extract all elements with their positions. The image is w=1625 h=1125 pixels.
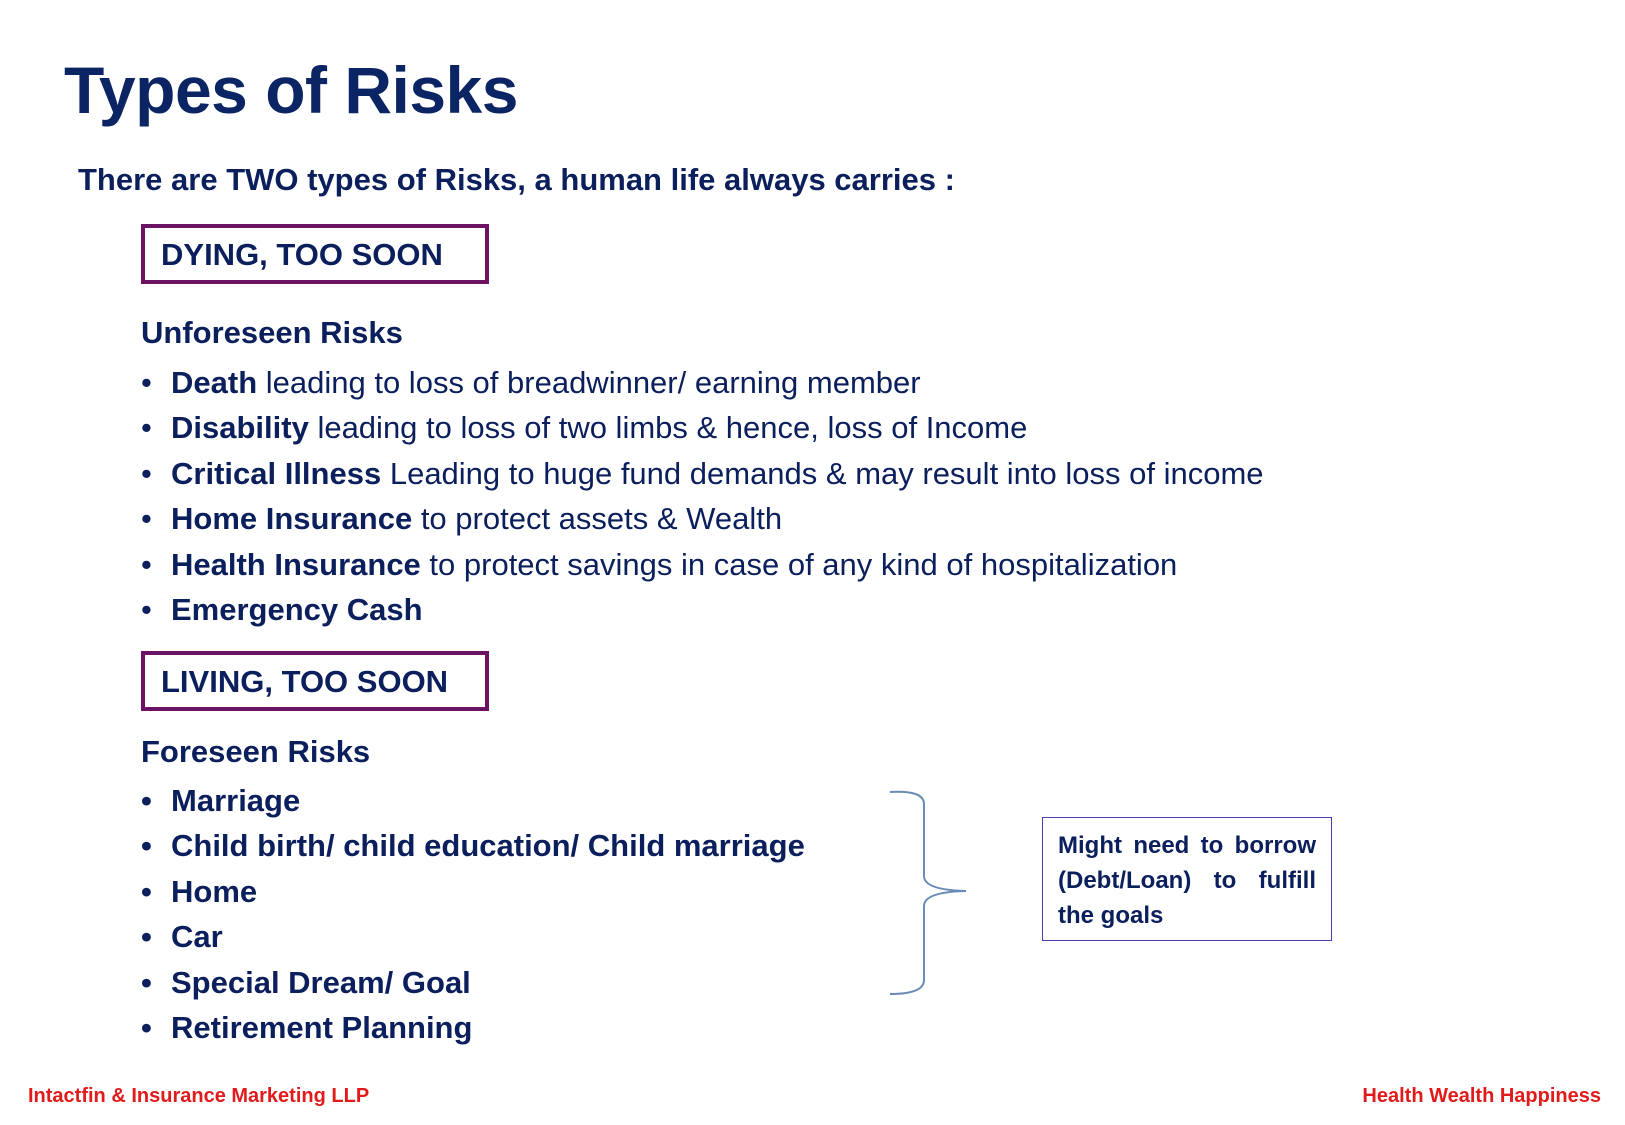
list-item — [141, 587, 1264, 632]
list-item — [141, 778, 805, 823]
dying-too-soon-box: DYING, TOO SOON — [141, 224, 489, 284]
bullet-icon: • — [141, 873, 152, 909]
list-item — [141, 1005, 805, 1050]
intro-text: There are TWO types of Risks, a human life always carries : — [78, 162, 955, 197]
list-item — [141, 451, 1264, 496]
risk-term: Death — [171, 365, 258, 400]
goal-label: Car — [171, 919, 223, 955]
bullet-icon: • — [141, 591, 152, 627]
bullet-icon: • — [141, 964, 152, 1000]
slide-title: Types of Risks — [64, 53, 518, 127]
right-curly-brace-icon — [888, 788, 968, 998]
goal-label: Special Dream/ Goal — [171, 964, 471, 1000]
list-item — [141, 405, 1264, 450]
footer-tagline: Health Wealth Happiness — [1362, 1085, 1601, 1107]
footer-company-name: Intactfin & Insurance Marketing LLP — [28, 1085, 370, 1107]
list-item — [141, 542, 1264, 587]
goal-label: Marriage — [171, 783, 301, 818]
living-too-soon-box: LIVING, TOO SOON — [141, 651, 489, 711]
risk-description: to protect savings in case of any kind of hospitalization — [420, 546, 1178, 582]
list-item — [141, 496, 1264, 541]
unforeseen-risks-heading: Unforeseen Risks — [141, 315, 403, 350]
list-item — [141, 914, 805, 959]
bullet-icon: • — [141, 783, 152, 818]
bullet-icon: • — [141, 546, 152, 582]
risk-description: leading to loss of two limbs & hence, loss of Income — [308, 410, 1028, 446]
risk-term: Home Insurance — [171, 501, 413, 537]
bullet-icon: • — [141, 919, 152, 955]
risk-term: Emergency Cash — [171, 591, 423, 627]
risk-term: Health Insurance — [171, 546, 421, 582]
bullet-icon: • — [141, 1009, 152, 1045]
foreseen-risks-heading: Foreseen Risks — [141, 734, 371, 769]
risk-term: Disability — [171, 410, 309, 446]
borrow-note-box: Might need to borrow (Debt/Loan) to fulfill the goals — [1042, 817, 1332, 941]
risk-description: Leading to huge fund demands & may result into loss of income — [381, 455, 1264, 491]
bullet-icon: • — [141, 828, 152, 864]
risk-term: Critical Illness — [171, 455, 382, 491]
foreseen-risks-list — [141, 778, 805, 1050]
list-item — [141, 823, 805, 868]
list-item — [141, 360, 1264, 405]
list-item — [141, 960, 805, 1005]
risk-description: leading to loss of breadwinner/ earning member — [257, 365, 921, 400]
risk-description: to protect assets & Wealth — [412, 501, 783, 537]
bullet-icon: • — [141, 410, 152, 446]
unforeseen-risks-list — [141, 360, 1264, 632]
goal-label: Home — [171, 873, 258, 909]
list-item — [141, 869, 805, 914]
bullet-icon: • — [141, 501, 152, 537]
bullet-icon: • — [141, 365, 152, 400]
bullet-icon: • — [141, 455, 152, 491]
goal-label: Child birth/ child education/ Child marriage — [171, 828, 805, 864]
goal-label: Retirement Planning — [171, 1009, 473, 1045]
